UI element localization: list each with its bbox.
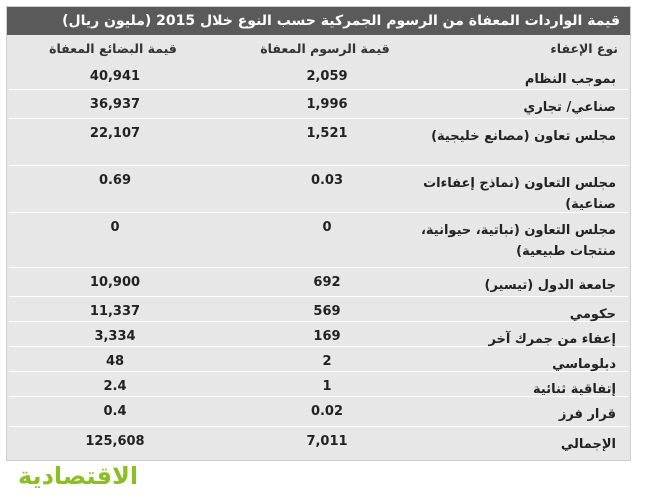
row-fees: 0.02: [310, 404, 344, 419]
row-goods: 0.4: [103, 404, 127, 419]
row-goods: 0: [110, 220, 120, 235]
row-fees: 2: [322, 354, 332, 369]
table-title: قيمة الواردات المعفاة من الرسوم الجمركية حسب النوع خلال 2015 (مليون ريال): [7, 7, 630, 35]
row-type: بموجب النظام: [524, 72, 616, 87]
table-row-total: [9, 427, 628, 460]
row-fees: 0: [322, 220, 332, 235]
table-row: [9, 90, 628, 119]
row-fees: 1,521: [306, 126, 348, 141]
row-fees: 0.03: [310, 173, 344, 188]
row-fees: 569: [313, 304, 341, 319]
row-type: إعفاء من جمرك آخر: [488, 332, 616, 347]
row-fees: 692: [313, 275, 341, 290]
table-row: [9, 62, 628, 90]
table-row: [9, 372, 628, 397]
table-row: [9, 119, 628, 166]
header-exempt-goods: قيمة البضائع المعفاة: [49, 41, 177, 56]
row-type: دبلوماسي: [552, 357, 616, 372]
table-row: [9, 297, 628, 322]
table-row: [9, 397, 628, 427]
row-goods: 11,337: [89, 304, 141, 319]
header-exempt-fees: قيمة الرسوم المعفاة: [260, 41, 390, 56]
row-fees: 1,996: [306, 97, 348, 112]
table-row: [9, 213, 628, 268]
row-type: حكومي: [569, 307, 616, 322]
row-type: مجلس التعاون (نباتية، حيوانية، منتجات طبيعية): [420, 223, 616, 259]
table-row: [9, 347, 628, 372]
row-type: قرار فرز: [558, 407, 616, 422]
header-exemption-type: نوع الإعفاء: [550, 41, 618, 56]
publisher-logo: الاقتصادية: [18, 462, 139, 490]
row-fees: 7,011: [306, 434, 348, 449]
row-type: مجلس التعاون (نماذج إعفاءات صناعية): [423, 176, 616, 212]
table-row: [9, 166, 628, 213]
row-fees: 2,059: [306, 69, 348, 84]
row-type: صناعي/ تجاري: [523, 100, 616, 115]
row-fees: 1: [322, 379, 332, 394]
row-goods: 48: [105, 354, 125, 369]
row-type: مجلس تعاون (مصانع خليجية): [431, 129, 616, 144]
row-goods: 10,900: [89, 275, 141, 290]
row-fees: 169: [313, 329, 341, 344]
row-type: الإجمالي: [560, 437, 616, 452]
row-type: جامعة الدول (تيسير): [484, 278, 616, 293]
row-type: إتفاقية ثنائية: [533, 382, 616, 397]
table-row: [9, 322, 628, 347]
row-goods: 2.4: [103, 379, 127, 394]
table-row: [9, 268, 628, 297]
table-panel: [6, 6, 631, 461]
row-goods: 0.69: [98, 173, 132, 188]
row-goods: 3,334: [94, 329, 136, 344]
row-goods: 40,941: [89, 69, 141, 84]
row-goods: 36,937: [89, 97, 141, 112]
row-goods: 22,107: [89, 126, 141, 141]
row-goods: 125,608: [85, 434, 145, 449]
